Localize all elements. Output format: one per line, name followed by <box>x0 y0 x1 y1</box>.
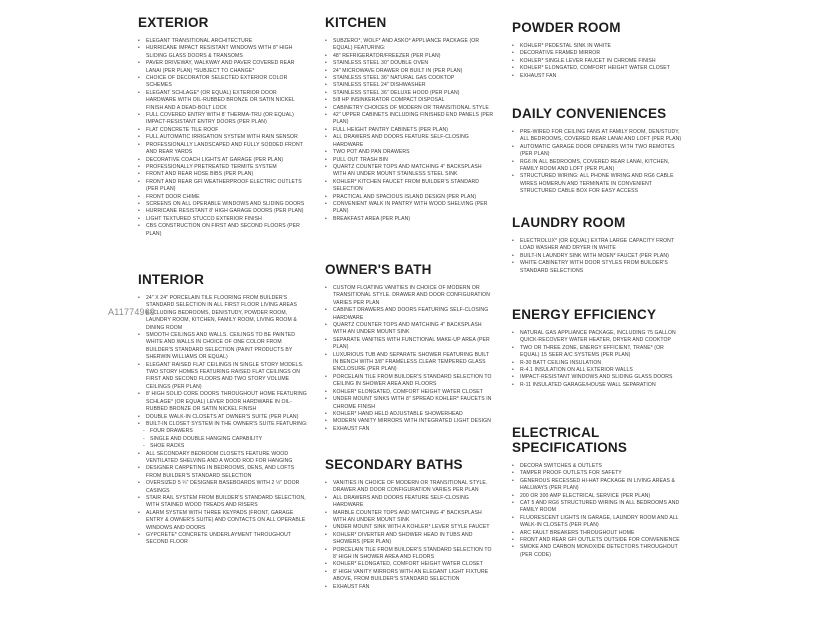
secondary-baths-section <box>325 457 495 591</box>
list-item: • HURRICANE RESISTANT 8' HIGH GARAGE DOORS (PER PLAN) <box>138 208 308 215</box>
laundry-room-heading: LAUNDRY ROOM <box>512 215 626 230</box>
list-item: • KOHLER* ELONGATED, COMFORT HEIGHT WATER CLOSET <box>325 561 495 568</box>
secondary-baths-heading: SECONDARY BATHS <box>325 457 463 472</box>
list-item: • SCREENS ON ALL OPERABLE WINDOWS AND SLIDING DOORS <box>138 201 308 208</box>
list-item: • EXHAUST FAN <box>512 73 682 80</box>
interior-list <box>138 295 308 547</box>
exterior-section <box>138 15 308 238</box>
list-item: • MODERN VANITY MIRRORS WITH INTEGRATED LIGHT DESIGN <box>325 418 495 425</box>
list-item: • UNDER MOUNT SINKS WITH 8" SPREAD KOHLER* FAUCETS IN CHROME FINISH <box>325 396 495 411</box>
electrical-heading: ELECTRICAL SPECIFICATIONS <box>512 425 628 455</box>
list-item: • HURRICANE IMPACT RESISTANT WINDOWS WITH 8" HIGH SLIDING GLASS DOORS & TRANSOMS <box>138 45 308 60</box>
list-item: • VANITIES IN CHOICE OF MODERN OR TRANSITIONAL STYLE. DRAWER AND DOOR CONFIGURATION VARIES PER PLAN <box>325 480 495 495</box>
list-item: • FRONT DOOR CHIME <box>138 194 308 201</box>
list-item: • BREAKFAST AREA (PER PLAN) <box>325 216 495 223</box>
list-item: • KOHLER* SINGLE LEVER FAUCET IN CHROME FINISH <box>512 58 682 65</box>
list-item: • FULL COVERED ENTRY WITH 8' THERMA-TRU (OR EQUAL) IMPACT-RESISTANT ENTRY DOORS (PER PLAN) <box>138 112 308 127</box>
list-item: • OVERSIZED 5 ¼" DESIGNER BASEBOARDS WITH 2 ½" DOOR CASINGS <box>138 480 308 495</box>
list-item: • PROFESSIONALLY LANDSCAPED AND FULLY SODDED FRONT AND REAR YARDS <box>138 142 308 157</box>
list-item: • ALL SECONDARY BEDROOM CLOSETS FEATURE WOOD VENTILATED SHELVING AND A WOOD ROD FOR HANGING <box>138 451 308 466</box>
list-item: • KOHLER* DIVERTER AND SHOWER HEAD IN TUBS AND SHOWERS (PER PLAN) <box>325 532 495 547</box>
list-item: • ELEGANT SCHLAGE* (OR EQUAL) EXTERIOR DOOR HARDWARE WITH OIL-RUBBED BRONZE OR SATIN NICKEL FINISH AND A DEAD-BOLT LOCK <box>138 90 308 112</box>
list-item: • QUARTZ COUNTER TOPS AND MATCHING 4" BACKSPLASH WITH AN UNDER MOUNT STAINLESS STEEL SINK <box>325 164 495 179</box>
laundry-room-section <box>512 215 682 275</box>
list-item: • IMPACT-RESISTANT WINDOWS AND SLIDING GLASS DOORS <box>512 374 682 381</box>
list-item: • SMOOTH CEILINGS AND WALLS. CEILINGS TO BE PAINTED WHITE AND WALLS IN CHOICE OF ONE COLOR FROM BUILDER'S STANDARD SELECTION (PAINT PRODUCTS BY SHERWIN WILLIAMS OR EQUAL) <box>138 332 308 362</box>
kitchen-section <box>325 15 495 223</box>
list-item: • DOUBLE WALK-IN CLOSETS AT OWNER'S SUITE (PER PLAN) <box>138 414 308 421</box>
energy-efficiency-section <box>512 307 682 389</box>
list-item: • AUTOMATIC GARAGE DOOR OPENERS WITH TWO REMOTES (PER PLAN) <box>512 144 682 159</box>
list-item: • TWO POT AND PAN DRAWERS <box>325 149 495 156</box>
list-item: • CAT 5 AND RG6 STRUCTURED WIRING IN ALL BEDROOMS AND FAMILY ROOM <box>512 500 687 515</box>
list-item: • NATURAL GAS APPLIANCE PACKAGE, INCLUDING 75 GALLON QUICK-RECOVERY WATER HEATER, DRYER AND COOKTOP <box>512 330 682 345</box>
powder-room-list <box>512 43 682 80</box>
kitchen-heading: KITCHEN <box>325 15 387 30</box>
list-item: • LIGHT TEXTURED STUCCO EXTERIOR FINISH <box>138 216 308 223</box>
laundry-room-list <box>512 238 682 275</box>
list-item: • TAMPER PROOF OUTLETS FOR SAFETY <box>512 470 687 477</box>
list-item: • BUILT-IN CLOSET SYSTEM IN THE OWNER'S SUITE FEATURING: <box>138 421 308 428</box>
electrical-section <box>512 425 687 559</box>
list-item: • ALARM SYSTEM WITH THREE KEYPADS (FRONT, GARAGE ENTRY & OWNER'S SUITE) AND CONTACTS ON ALL OPERABLE WINDOWS AND DOORS <box>138 510 308 532</box>
list-item: • FRONT AND REAR GFI OUTLETS OUTSIDE FOR CONVENIENCE <box>512 537 687 544</box>
kitchen-list <box>325 38 495 223</box>
daily-conveniences-section <box>512 106 682 196</box>
list-item: • FLAT CONCRETE TILE ROOF <box>138 127 308 134</box>
list-item: • TWO OR THREE ZONE, ENERGY EFFICIENT, TRANE* (OR EQUAL) 15 SEER A/C SYSTEMS (PER PLAN) <box>512 345 682 360</box>
list-item: • GYPCRETE* CONCRETE UNDERLAYMENT THROUGHOUT SECOND FLOOR <box>138 532 308 547</box>
list-item: • CUSTOM FLOATING VANITIES IN CHOICE OF MODERN OR TRANSITIONAL STYLE. DRAWER AND DOOR CONFIGURATION VARIES PER PLAN <box>325 285 495 307</box>
list-item: • 8' HIGH SOLID CORE DOORS THROUGHOUT HOME FEATURING SCHLAGE* (OR EQUAL) LEVER DOOR HARDWARE IN OIL-RUBBED BRONZE OR SATIN NICKEL FINISH <box>138 391 308 413</box>
secondary-baths-list <box>325 480 495 591</box>
list-item: • ELECTROLUX* (OR EQUAL) EXTRA LARGE CAPACITY FRONT LOAD WASHER AND DRYER IN WHITE <box>512 238 682 253</box>
list-item: • CHOICE OF DECORATOR SELECTED EXTERIOR COLOR SCHEMES <box>138 75 308 90</box>
list-item: • SEPARATE VANITIES WITH FUNCTIONAL MAKE-UP AREA (PER PLAN) <box>325 337 495 352</box>
list-item: • MARBLE COUNTER TOPS AND MATCHING 4" BACKSPLASH WITH AN UNDER MOUNT SINK <box>325 510 495 525</box>
list-item: • QUARTZ COUNTER TOPS AND MATCHING 4" BACKSPLASH WITH AN UNDER MOUNT SINK <box>325 322 495 337</box>
list-item: • 5/8 HP INSINKERATOR COMPACT DISPOSAL <box>325 97 495 104</box>
list-item: • 24" X 24" PORCELAIN TILE FLOORING FROM BUILDER'S STANDARD SELECTION IN ALL FIRST FLOOR LIVING AREAS EXCLUDING BEDROOMS, DEN/STUDY, POWDER ROOM, LAUNDRY ROOM, KITCHEN, FAMILY ROOM, LIVING ROOM & DINING ROOM <box>138 295 308 332</box>
list-item: • FULL HEIGHT PANTRY CABINETS (PER PLAN) <box>325 127 495 134</box>
list-item: • SMOKE AND CARBON MONOXIDE DETECTORS THROUGHOUT (PER CODE) <box>512 544 687 559</box>
list-item: • PRE-WIRED FOR CEILING FANS AT FAMILY ROOM, DEN/STUDY, ALL BEDROOMS, COVERED REAR LANAI AND LOFT (PER PLAN) <box>512 129 682 144</box>
powder-room-section <box>512 20 682 80</box>
list-item: • DECORATIVE FRAMED MIRROR <box>512 50 682 57</box>
list-item: • ARC FAULT BREAKERS THROUGHOUT HOME <box>512 530 687 537</box>
exterior-heading: EXTERIOR <box>138 15 209 30</box>
list-item: • EXHAUST FAN <box>325 584 495 591</box>
list-item: • STRUCTURED WIRING: ALL PHONE WIRING AND RG6 CABLE WIRES HOMERUN AND TERMINATE IN CONVENIENT STRUCTURED CABLE BOX FOR EASY ACCESS <box>512 173 682 195</box>
powder-room-heading: POWDER ROOM <box>512 20 621 35</box>
interior-section <box>138 272 308 547</box>
list-item: • KOHLER* PEDESTAL SINK IN WHITE <box>512 43 682 50</box>
owners-bath-section <box>325 262 495 433</box>
owners-bath-heading: OWNER'S BATH <box>325 262 432 277</box>
list-item: • 48" REFRIGERATOR/FREEZER (PER PLAN) <box>325 53 495 60</box>
list-item: • STAINLESS STEEL 36" NATURAL GAS COOKTOP <box>325 75 495 82</box>
list-item: • R-4.1 INSULATION ON ALL EXTERIOR WALLS <box>512 367 682 374</box>
list-item: • 200 OR 300 AMP ELECTRICAL SERVICE (PER PLAN) <box>512 493 687 500</box>
list-item: • PROFESSIONALLY PRETREATED TERMITE SYSTEM <box>138 164 308 171</box>
list-item: • PRACTICAL AND SPACIOUS ISLAND DESIGN (PER PLAN) <box>325 194 495 201</box>
list-item: • 42" UPPER CABINETS INCLUDING FINISHED END PANELS (PER PLAN) <box>325 112 495 127</box>
exterior-list <box>138 38 308 238</box>
list-item: • ELEGANT TRANSITIONAL ARCHITECTURE <box>138 38 308 45</box>
list-item: • CABINETRY CHOICES OF MODERN OR TRANSITIONAL STYLE <box>325 105 495 112</box>
list-item: • STAIR RAIL SYSTEM FROM BUILDER'S STANDARD SELECTION, WITH STAINED WOOD TREADS AND RISERS <box>138 495 308 510</box>
list-item: • PORCELAIN TILE FROM BUILDER'S STANDARD SELECTION TO CEILING IN SHOWER AREA AND FLOORS <box>325 374 495 389</box>
daily-conveniences-list <box>512 129 682 196</box>
list-item: • KOHLER* ELONGATED, COMFORT HEIGHT WATER CLOSET <box>325 389 495 396</box>
listing-watermark: A11774969 <box>108 307 156 317</box>
list-item: • UNDER MOUNT SINK WITH A KOHLER* LEVER STYLE FAUCET <box>325 524 495 531</box>
list-item: • PULL OUT TRASH BIN <box>325 157 495 164</box>
list-item: - SHOE RACKS <box>138 443 308 450</box>
list-item: • BUILT-IN LAUNDRY SINK WITH MOEN* FAUCET (PER PLAN) <box>512 253 682 260</box>
list-item: • PAVER DRIVEWAY, WALKWAY AND PAVER COVERED REAR LANAI (PER PLAN) *SUBJECT TO CHANGE* <box>138 60 308 75</box>
list-item: • RG6 IN ALL BEDROOMS, COVERED REAR LANAI, KITCHEN, FAMILY ROOM AND LOFT (PER PLAN) <box>512 159 682 174</box>
owners-bath-list <box>325 285 495 433</box>
list-item: • ELEGANT RAISED FLAT CEILINGS IN SINGLE STORY MODELS. TWO STORY HOMES FEATURING RAISED FLAT CEILINGS ON FIRST AND SECOND FLOORS AND TWO STORY VOLUME CEILINGS (PER PLAN) <box>138 362 308 392</box>
list-item: • R-30 BATT CEILING INSULATION <box>512 360 682 367</box>
list-item: • LUXURIOUS TUB AND SEPARATE SHOWER FEATURING BUILT IN BENCH WITH 3/8" FRAMELESS CLEAR TEMPERED GLASS ENCLOSURE (PER PLAN) <box>325 352 495 374</box>
list-item: • 24" MICROWAVE DRAWER OR BUILT IN (PER PLAN) <box>325 68 495 75</box>
list-item: • CONVENIENT WALK IN PANTRY WITH WOOD SHELVING (PER PLAN) <box>325 201 495 216</box>
list-item: • 8' HIGH VANITY MIRRORS WITH AN ELEGANT LIGHT FIXTURE ABOVE, FROM BUILDER'S STANDARD SELECTION <box>325 569 495 584</box>
list-item: • SUBZERO*, WOLF* AND ASKO* APPLIANCE PACKAGE (OR EQUAL) FEATURING: <box>325 38 495 53</box>
list-item: - SINGLE AND DOUBLE HANGING CAPABILITY <box>138 436 308 443</box>
list-item: • KOHLER* KITCHEN FAUCET FROM BUILDER'S STANDARD SELECTION <box>325 179 495 194</box>
list-item: • FRONT AND REAR HOSE BIBS (PER PLAN) <box>138 171 308 178</box>
list-item: • CBS CONSTRUCTION ON FIRST AND SECOND FLOORS (PER PLAN) <box>138 223 308 238</box>
list-item: • FLUORESCENT LIGHTS IN GARAGE, LAUNDRY ROOM AND ALL WALK-IN CLOSETS (PER PLAN) <box>512 515 687 530</box>
list-item: • FRONT AND REAR GFI WEATHERPROOF ELECTRIC OUTLETS (PER PLAN) <box>138 179 308 194</box>
list-item: • STAINLESS STEEL 36" DELUXE HOOD (PER PLAN) <box>325 90 495 97</box>
list-item: • EXHAUST FAN <box>325 426 495 433</box>
list-item: • FULL AUTOMATIC IRRIGATION SYSTEM WITH RAIN SENSOR <box>138 134 308 141</box>
list-item: • DECORA SWITCHES & OUTLETS <box>512 463 687 470</box>
list-item: • DESIGNER CARPETING IN BEDROOMS, DENS, AND LOFTS FROM BUILDER'S STANDARD SELECTION <box>138 465 308 480</box>
interior-heading: INTERIOR <box>138 272 205 287</box>
list-item: • R-11 INSULATED GARAGE/HOUSE WALL SEPARATION <box>512 382 682 389</box>
list-item: - FOUR DRAWERS <box>138 428 308 435</box>
list-item: • KOHLER* ELONGATED, COMFORT HEIGHT WATER CLOSET <box>512 65 682 72</box>
list-item: • ALL DRAWERS AND DOORS FEATURE SELF-CLOSING HARDWARE <box>325 134 495 149</box>
list-item: • KOHLER* HAND HELD ADJUSTABLE SHOWERHEAD <box>325 411 495 418</box>
energy-efficiency-list <box>512 330 682 389</box>
daily-conveniences-heading: DAILY CONVENIENCES <box>512 106 667 121</box>
list-item: • CABINET DRAWERS AND DOORS FEATURING SELF-CLOSING HARDWARE <box>325 307 495 322</box>
list-item: • WHITE CABINETRY WITH DOOR STYLES FROM BUILDER'S STANDARD SELECTIONS <box>512 260 682 275</box>
list-item: • STAINLESS STEEL 24" DISHWASHER <box>325 82 495 89</box>
list-item: • STAINLESS STEEL 30" DOUBLE OVEN <box>325 60 495 67</box>
electrical-list <box>512 463 687 559</box>
list-item: • ALL DRAWERS AND DOORS FEATURE SELF-CLOSING HARDWARE <box>325 495 495 510</box>
energy-efficiency-heading: ENERGY EFFICIENCY <box>512 307 657 322</box>
list-item: • PORCELAIN TILE FROM BUILDER'S STANDARD SELECTION TO 8' HIGH IN SHOWER AREA AND FLOORS <box>325 547 495 562</box>
list-item: • DECORATIVE COACH LIGHTS AT GARAGE (PER PLAN) <box>138 157 308 164</box>
list-item: • GENEROUS RECESSED HI-HAT PACKAGE IN LIVING AREAS & HALLWAYS (PER PLAN) <box>512 478 687 493</box>
